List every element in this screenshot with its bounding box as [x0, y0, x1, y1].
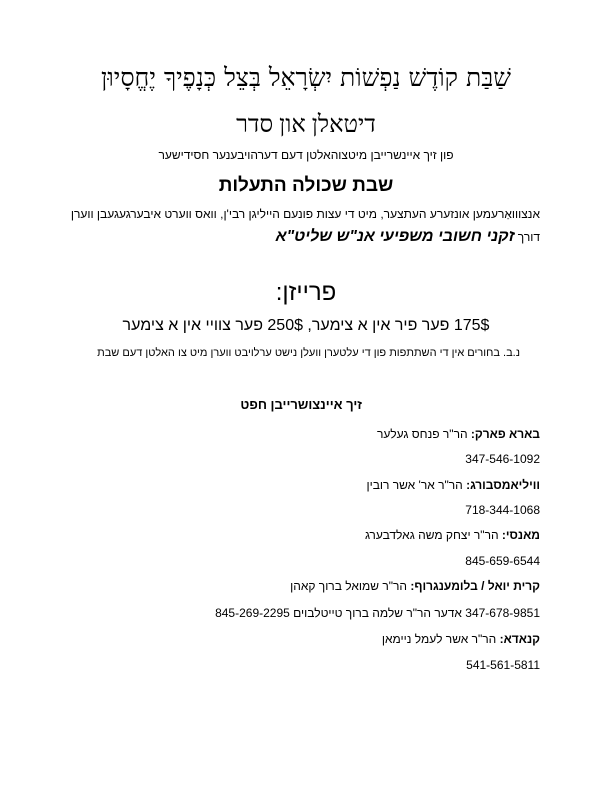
prices-heading: פרייזן:	[275, 279, 337, 306]
registration-heading: זיך איינצושרייבן חפט	[240, 397, 362, 412]
contact-phone: 845-659-6544	[465, 554, 540, 568]
contact-person: הר"ר שמואל ברוך קאהן	[290, 579, 411, 593]
contact-area-label: קנאדא:	[499, 632, 540, 646]
contact-area-label: וויליאמסבורג:	[466, 478, 540, 492]
intro-text: פון זיך איינשרייבן מיטצוהאלטן דעם דערהויבענער חסידישער	[158, 148, 454, 162]
contact-area-monsey	[365, 529, 540, 543]
page-title: שַׁבַּת קוֹדֶשׁ נַפְשׁוֹת יִשְׂרָאֵל בְּצֵל כְּנָפֶיךָ יֶחֱסָיוּן	[101, 63, 511, 92]
description-prefix: דורך	[517, 230, 540, 244]
page-subtitle: דיטאלן און סדר	[236, 112, 376, 138]
contact-person: הר"ר אר' אשר רובין	[366, 478, 467, 492]
contact-area-kiryas-joel	[290, 580, 540, 594]
contact-phone: 347-546-1092	[465, 452, 540, 466]
contact-area-canada	[382, 633, 540, 647]
contact-person: הר"ר יצחק משה גאלדבערג	[364, 528, 502, 542]
contact-area-label: קרית יואל / בלומענגרוף:	[410, 579, 540, 593]
description-bold: זקני חשובי משפיעי אנ"ש שליט"א	[275, 228, 515, 245]
contact-phone: 541-561-5811	[466, 658, 540, 672]
description-line-2	[276, 228, 540, 246]
contact-area-boro-park	[377, 428, 540, 442]
contact-person: הר"ר אשר לעמל ניימאן	[381, 632, 500, 646]
contact-area-label: בארא פארק:	[470, 427, 540, 441]
contact-phone: 718-344-1068	[465, 503, 540, 517]
prices-text: 175$ פער פיר אין א צימער, 250$ פער צוויי אין א צימער	[122, 317, 490, 334]
contact-area-williamsburg	[366, 479, 540, 493]
contact-phone: 347-678-9851 אדער הר"ר שלמה ברוך טייטלבוים 845-269-2295	[215, 606, 540, 620]
shabbat-name: שבת שכולה התעלות	[218, 175, 394, 196]
description-line-1: אנצווואַרעמען אונזערע העתצער, מיט די עצות פונעם הייליגן רבי'ן, וואס ווערט איבערגעגעבן ווערן	[70, 207, 540, 221]
contact-area-label: מאנסי:	[501, 528, 540, 542]
contact-person: הר"ר פנחס געלער	[377, 427, 471, 441]
prices-note: נ.ב. בחורים אין די השתתפות פון די עלטערן וועלן נישט ערלויבט ווערן מיט צו האלטן דעם שבת	[97, 347, 520, 359]
